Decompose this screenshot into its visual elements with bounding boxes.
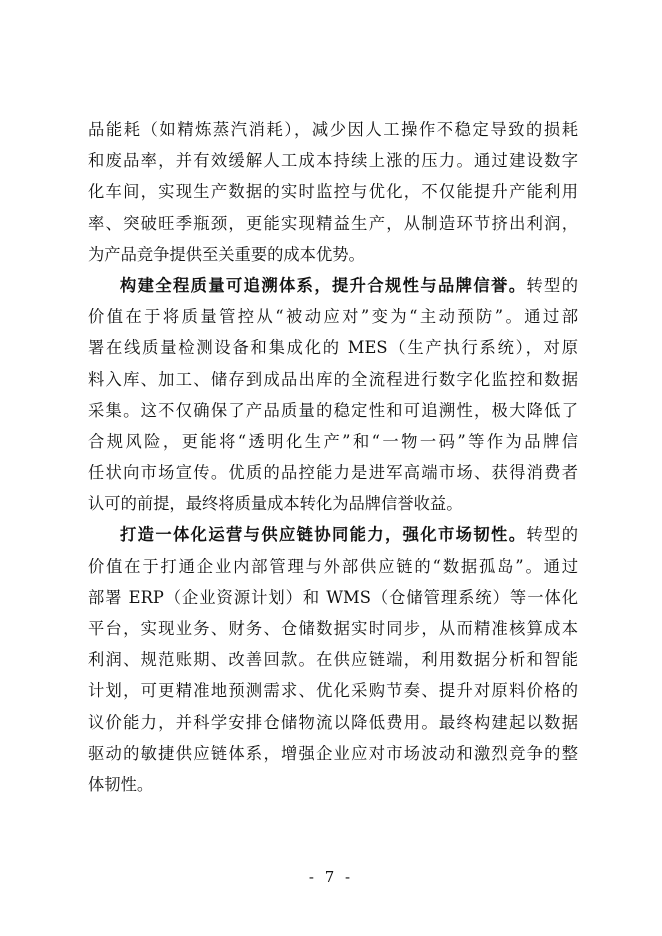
paragraph-quality-traceability: [88, 270, 578, 520]
text-line: 料入库、加工、储存到成品出库的全流程进行数字化监控和数据: [88, 369, 578, 389]
text-line: 计划，可更精准地预测需求、优化采购节奏、提升对原料价格的: [88, 681, 578, 701]
paragraph-heading: 构建全程质量可追溯体系，提升合规性与品牌信誉。: [120, 275, 527, 295]
text-line: 部署 ERP（企业资源计划）和 WMS（仓储管理系统）等一体化: [88, 587, 578, 607]
text-line: 平台，实现业务、财务、仓储数据实时同步，从而精准核算成本: [88, 619, 578, 638]
paragraph-heading: 打造一体化运营与供应链协同能力，强化市场韧性。: [120, 525, 527, 545]
text-line: 利润、规范账期、改善回款。在供应链端，利用数据分析和智能: [88, 650, 578, 670]
text-line: 任状向市场宣传。优质的品控能力是进军高端市场、获得消费者: [88, 463, 578, 483]
paragraph-first-line: [88, 519, 578, 550]
text-line: 体韧性。: [88, 774, 154, 794]
text-line: 和废品率，并有效缓解人工成本持续上涨的压力。通过建设数字: [88, 151, 578, 171]
page-number: - 7 -: [308, 868, 354, 886]
text-line: 率、突破旺季瓶颈，更能实现精益生产，从制造环节挤出利润，: [88, 213, 578, 233]
text-line: 驱动的敏捷供应链体系，增强企业应对市场波动和激烈竞争的整: [88, 743, 578, 763]
paragraph-first-line: [88, 270, 578, 301]
text-line: 署在线质量检测设备和集成化的 MES（生产执行系统），对原: [88, 338, 578, 358]
text-run: 转型的: [526, 525, 578, 545]
text-line: 价值在于打通企业内部管理与外部供应链的“数据孤岛”。通过: [88, 556, 578, 576]
text-line: 价值在于将质量管控从“被动应对”变为“主动预防”。通过部: [88, 307, 578, 327]
text-run: 转型的: [526, 275, 578, 295]
text-line: 品能耗（如精炼蒸汽消耗），减少因人工操作不稳定导致的损耗: [88, 120, 578, 139]
text-line: 议价能力，并科学安排仓储物流以降低费用。最终构建起以数据: [88, 712, 578, 732]
text-line: 化车间，实现生产数据的实时监控与优化，不仅能提升产能利用: [88, 182, 578, 202]
text-line: 采集。这不仅确保了产品质量的稳定性和可追溯性，极大降低了: [88, 400, 578, 420]
text-line: 认可的前提，最终将质量成本转化为品牌信誉收益。: [88, 494, 463, 514]
body-text: [88, 114, 578, 800]
paragraph-supply-chain: [88, 519, 578, 800]
text-line: 合规风险，更能将“透明化生产”和“一物一码”等作为品牌信: [88, 431, 578, 451]
paragraph-cost-advantage: [88, 114, 578, 270]
text-line: 为产品竞争提供至关重要的成本优势。: [88, 244, 365, 264]
